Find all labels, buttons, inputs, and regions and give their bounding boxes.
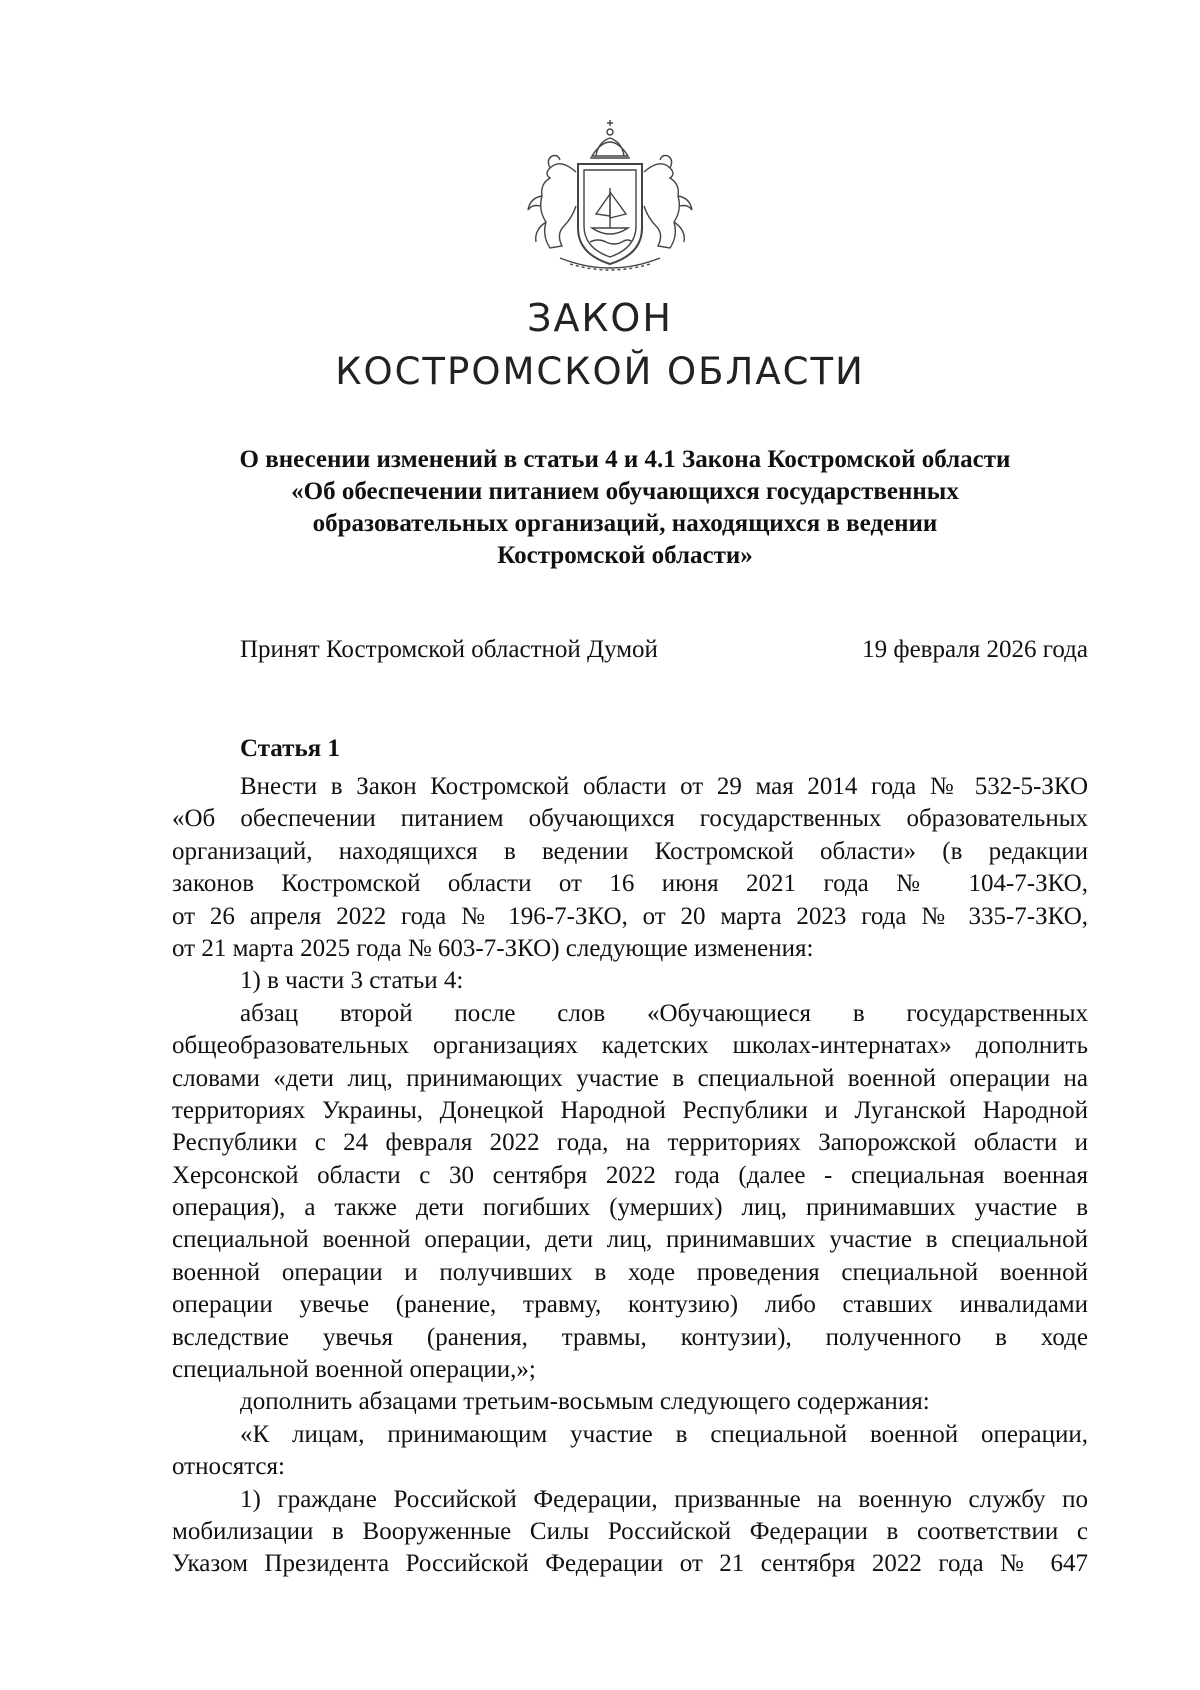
body-line: относятся: xyxy=(172,1453,285,1481)
body-line: Республики с 24 февраля 2022 года, на территориях Запорожской области и xyxy=(172,1129,1088,1157)
heading-line: О внесении изменений в статьи 4 и 4.1 Закона Костромской области xyxy=(239,446,1011,473)
heading-line: «Об обеспечении питанием обучающихся государственных xyxy=(291,478,959,505)
body-line: Внести в Закон Костромской области от 29 мая 2014 года № 532-5-ЗКО xyxy=(240,773,1088,800)
adopted-by-text: Принят Костромской областной Думой xyxy=(240,636,658,663)
article-heading: Статья 1 xyxy=(240,735,340,762)
article-body xyxy=(172,771,1088,1581)
body-line: от 26 апреля 2022 года № 196-7-ЗКО, от 20 марта 2023 года № 335-7-ЗКО, xyxy=(172,902,1088,930)
body-line: вследствие увечья (ранения, травмы, контузии), полученного в ходе xyxy=(172,1323,1088,1351)
body-line: мобилизации в Вооруженные Силы Российской Федерации в соответствии с xyxy=(172,1517,1088,1545)
body-line: специальной военной операции, дети лиц, принимавших участие в специальной xyxy=(172,1226,1088,1254)
coat-of-arms-emblem xyxy=(520,118,700,278)
law-region-title: КОСТРОМСКОЙ ОБЛАСТИ xyxy=(335,350,865,393)
body-line: военной операции и получивших в ходе проведения специальной военной xyxy=(172,1258,1088,1286)
body-line: операция), а также дети погибших (умерших) лиц, принимавших участие в xyxy=(172,1194,1088,1222)
heading-line: образовательных организаций, находящихся в ведении xyxy=(312,510,938,537)
body-line: операции увечье (ранение, травму, контузию) либо ставших инвалидами xyxy=(172,1291,1088,1319)
body-line: дополнить абзацами третьим-восьмым следующего содержания: xyxy=(240,1388,930,1416)
adopted-date: 19 февраля 2026 года xyxy=(862,636,1088,663)
body-line: абзац второй после слов «Обучающиеся в государственных xyxy=(240,999,1088,1027)
body-line: словами «дети лиц, принимающих участие в специальной военной операции на xyxy=(172,1064,1088,1092)
body-line: 1) в части 3 статьи 4: xyxy=(240,967,464,995)
heading-line: Костромской области» xyxy=(497,542,753,569)
body-line: от 21 марта 2025 года № 603-7-ЗКО) следующие изменения: xyxy=(172,934,814,962)
law-heading xyxy=(160,444,1090,572)
body-line: организаций, находящихся в ведении Костромской области» (в редакции xyxy=(172,837,1088,865)
body-line: «Об обеспечении питанием обучающихся государственных образовательных xyxy=(172,805,1088,833)
body-line: «К лицам, принимающим участие в специальной военной операции, xyxy=(240,1420,1088,1448)
body-line: 1) граждане Российской Федерации, призванные на военную службу по xyxy=(240,1485,1088,1513)
body-line: Указом Президента Российской Федерации от 21 сентября 2022 года № 647 xyxy=(172,1550,1088,1578)
body-line: Херсонской области с 30 сентября 2022 года (далее - специальная военная xyxy=(172,1161,1088,1189)
law-title: ЗАКОН xyxy=(527,296,673,340)
body-line: специальной военной операции,»; xyxy=(172,1356,536,1384)
body-line: законов Костромской области от 16 июня 2021 года № 104-7-ЗКО, xyxy=(172,870,1088,898)
body-line: территориях Украины, Донецкой Народной Республики и Луганской Народной xyxy=(172,1096,1088,1124)
body-line: общеобразовательных организациях кадетских школах-интернатах» дополнить xyxy=(172,1032,1088,1060)
